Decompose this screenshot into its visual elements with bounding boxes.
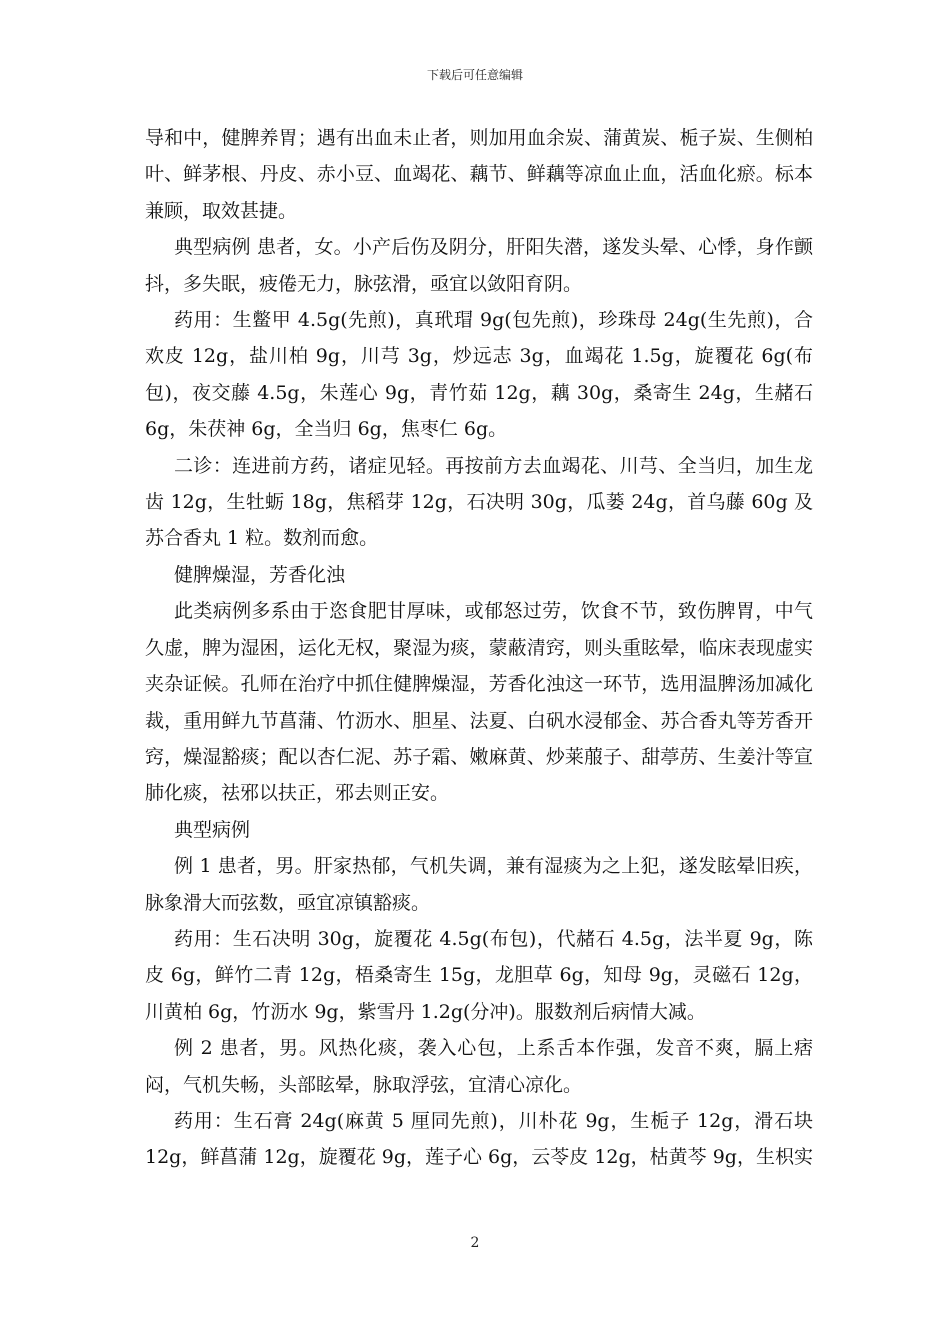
paragraph-11: 药用：生石膏 24g(麻黄 5 厘同先煎)，川朴花 9g，生栀子 12g，滑石块 12g，鲜菖蒲 12g，旋覆花 9g，莲子心 6g，云苓皮 12g，枯黄芩 9g，生枳实 xyxy=(145,1109,813,1169)
paragraph-2: 典型病例 患者，女。小产后伤及阴分，肝阳失潜，遂发头晕、心悸，身作颤抖，多失眠，疲倦无力，脉弦滑，亟宜以敛阳育阴。 xyxy=(145,236,813,295)
paragraph-6: 此类病例多系由于恣食肥甘厚味，或郁怒过劳，饮食不节，致伤脾胃，中气久虚，脾为湿困，运化无权，聚湿为痰，蒙蔽清窍，则头重眩晕，临床表现虚实夹杂证候。孔师在治疗中抓住健脾燥湿，芳香化浊这一环节，选用温脾汤加减化裁，重用鲜九节菖蒲、竹沥水、胆星、法夏、白矾水浸郁金、苏合香丸等芳香开窍，燥湿豁痰；配以杏仁泥、苏子霜、嫩麻黄、炒莱菔子、甜葶苈、生姜汁等宣肺化痰，祛邪以扶正，邪去则正安。 xyxy=(145,600,813,805)
paragraph-3: 药用：生鳖甲 4.5g(先煎)，真玳瑁 9g(包先煎)，珍珠母 24g(生先煎)，合欢皮 12g，盐川柏 9g，川芎 3g，炒远志 3g，血竭花 1.5g，旋覆花 6g(布包)，夜交藤 4.5g，朱莲心 9g，青竹茹 12g，藕 30g，桑寄生 24g，生赭石 6g，朱茯神 6g，全当归 6g，焦枣仁 6g。 xyxy=(145,309,813,441)
paragraph-4: 二诊：连进前方药，诸症见轻。再按前方去血竭花、川芎、全当归，加生龙齿 12g，生牡蛎 18g，焦稻芽 12g，石决明 30g，瓜蒌 24g，首乌藤 60g 及苏合香丸 1 粒。数剂而愈。 xyxy=(145,454,813,550)
page-header: 下载后可任意编辑 xyxy=(426,68,523,82)
subheading-cases: 典型病例 xyxy=(174,818,251,841)
paragraph-1: 导和中，健脾养胃；遇有出血未止者，则加用血余炭、蒲黄炭、栀子炭、生侧柏叶、鲜茅根、丹皮、赤小豆、血竭花、藕节、鲜藕等凉血止血，活血化瘀。标本兼顾，取效甚捷。 xyxy=(145,127,813,222)
paragraph-10: 例 2 患者，男。风热化痰，袭入心包，上系舌本作强，发音不爽，膈上痞闷，气机失畅，头部眩晕，脉取浮弦，宜清心凉化。 xyxy=(145,1037,813,1096)
paragraph-9: 药用：生石决明 30g，旋覆花 4.5g(布包)，代赭石 4.5g，法半夏 9g，陈皮 6g，鲜竹二青 12g，梧桑寄生 15g，龙胆草 6g，知母 9g，灵磁石 12g，川黄柏 6g，竹沥水 9g，紫雪丹 1.2g(分冲)。服数剂后病情大减。 xyxy=(145,927,813,1023)
section-heading: 健脾燥湿，芳香化浊 xyxy=(174,563,346,586)
document-body xyxy=(145,120,813,1176)
paragraph-8: 例 1 患者，男。肝家热郁，气机失调，兼有湿痰为之上犯，遂发眩晕旧疾，脉象滑大而弦数，亟宜凉镇豁痰。 xyxy=(145,855,813,914)
page-number: 2 xyxy=(470,1235,480,1251)
